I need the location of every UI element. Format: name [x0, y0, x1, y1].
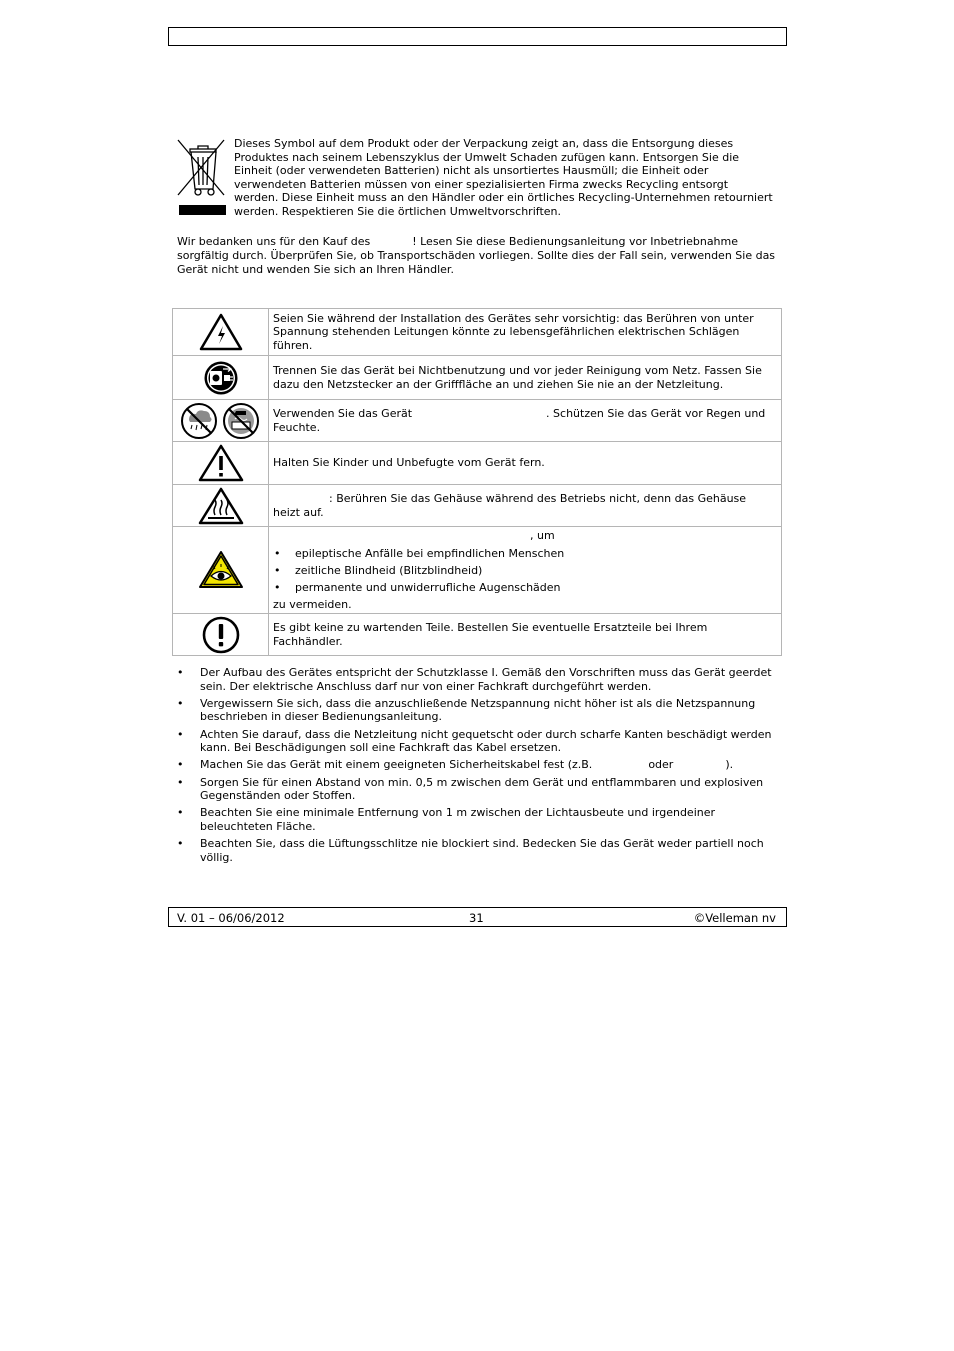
safety-row-hot [173, 485, 782, 527]
no-rain-icons [173, 400, 269, 442]
moisture-part2: . Schützen Sie das Gerät vor Regen und Feuchte. [273, 407, 766, 434]
footer-version: V. 01 – 06/06/2012 [177, 911, 285, 925]
weee-notice: Dieses Symbol auf dem Produkt oder der Verpackung zeigt an, dass die Entsorgung dieses Produktes nach seinem Lebenszyklus der Umwelt Schaden zufügen kann. Entsorgen Sie die Einheit (oder verwendeten Batterien) nicht als unsortiertes Hausmüll; die Einheit oder verwendeten Batterien müssen von einer spezialisierten Firma zwecks Recycling entsorgt werden. Diese Einheit muss an den Händler oder ein örtliches Recycling-Unternehmen retourniert werden. Respektieren Sie die örtlichen Umweltvorschriften. [234, 137, 773, 218]
thanks-paragraph [177, 235, 777, 277]
safety-text-children: Halten Sie Kinder und Unbefugte vom Gerät fern. [269, 442, 782, 485]
thanks-part2: ! Lesen Sie diese Bedienungsanleitung vor Inbetriebnahme sorgfältig durch. Überprüfen Sie, ob Transportschäden vorliegen. Sollte dies der Fall sein, verwenden Sie das Gerät nicht und wenden Sie sich an Ihren Händler. [177, 235, 776, 276]
hot-surface-icon [173, 485, 269, 527]
list-item: • permanente und unwiderrufliche Augenschäden [273, 579, 776, 596]
weee-bin-icon [176, 137, 228, 217]
list-item [176, 758, 781, 772]
safety-text-unplug: Trennen Sie das Gerät bei Nichtbenutzung und vor jeder Reinigung vom Netz. Fassen Sie dazu den Netzstecker an der Grifffläche an und ziehen Sie nie an der Netzleitung. [269, 356, 782, 400]
safety-row-moisture [173, 400, 782, 442]
safety-text-eyes [269, 527, 782, 614]
list-item: • Achten Sie darauf, dass die Netzleitung nicht gequetscht oder durch scharfe Kanten beschädigt werden kann. Bei Beschädigungen soll eine Fachkraft das Kabel ersetzen. [176, 728, 781, 755]
cable-part2: oder [648, 758, 674, 772]
safety-text-service: Es gibt keine zu wartenden Teile. Bestellen Sie eventuelle Ersatzteile bei Ihrem Fachhändler. [269, 614, 782, 656]
list-item: • Beachten Sie, dass die Lüftungsschlitze nie blockiert sind. Bedecken Sie das Gerät weder partiell noch völlig. [176, 837, 781, 864]
guidelines-list [176, 666, 781, 868]
list-item: • zeitliche Blindheid (Blitzblindheid) [273, 562, 776, 579]
list-item: • Der Aufbau des Gerätes entspricht der Schutzklasse I. Gemäß den Vorschriften muss das Gerät geerdet sein. Der elektrische Anschluss darf nur von einer Fachkraft durchgeführt werden. [176, 666, 781, 693]
safety-text-electric: Seien Sie während der Installation des Gerätes sehr vorsichtig: das Berühren von unter Spannung stehenden Leitungen könnte zu lebensgefährlichen elektrischen Schlägen führen. [269, 309, 782, 356]
header-box [168, 27, 787, 46]
safety-text-moisture [269, 400, 782, 442]
safety-row-service [173, 614, 782, 656]
eyes-risk-list [273, 545, 776, 596]
footer-copyright: ©Velleman nv [693, 911, 776, 925]
list-item: • Vergewissern Sie sich, dass die anzuschließende Netzspannung nicht höher ist als die Netzspannung beschrieben in dieser Bedienungsanleitung. [176, 697, 781, 724]
high-voltage-icon [173, 309, 269, 356]
safety-row-eyes [173, 527, 782, 614]
safety-table [172, 308, 782, 656]
exclamation-circle-icon [173, 614, 269, 656]
safety-row-children [173, 442, 782, 485]
list-item: • epileptische Anfälle bei empfindlichen Menschen [273, 545, 776, 562]
list-item: • Beachten Sie eine minimale Entfernung von 1 m zwischen der Lichtausbeute und irgendeiner beleuchteten Fläche. [176, 806, 781, 833]
eye-hazard-icon [173, 527, 269, 614]
eyes-lead: , um [530, 529, 555, 542]
safety-row-electric [173, 309, 782, 356]
unplug-icon [173, 356, 269, 400]
cable-part3: ). [725, 758, 734, 772]
footer-page-number: 31 [469, 911, 484, 925]
safety-text-hot [269, 485, 782, 527]
page-footer [168, 907, 787, 927]
cable-part1: Machen Sie das Gerät mit einem geeigneten Sicherheitskabel fest (z.B. [200, 758, 593, 772]
thanks-part1: Wir bedanken uns für den Kauf des [177, 235, 371, 248]
eyes-tail: zu vermeiden. [273, 597, 352, 611]
warning-icon [173, 442, 269, 485]
safety-row-unplug [173, 356, 782, 400]
list-item: • Sorgen Sie für einen Abstand von min. 0,5 m zwischen dem Gerät und entflammbaren und explosiven Gegenständen oder Stoffen. [176, 776, 781, 803]
moisture-part1: Verwenden Sie das Gerät [273, 407, 413, 420]
hot-text: : Berühren Sie das Gehäuse während des Betriebs nicht, denn das Gehäuse heizt auf. [273, 492, 747, 519]
